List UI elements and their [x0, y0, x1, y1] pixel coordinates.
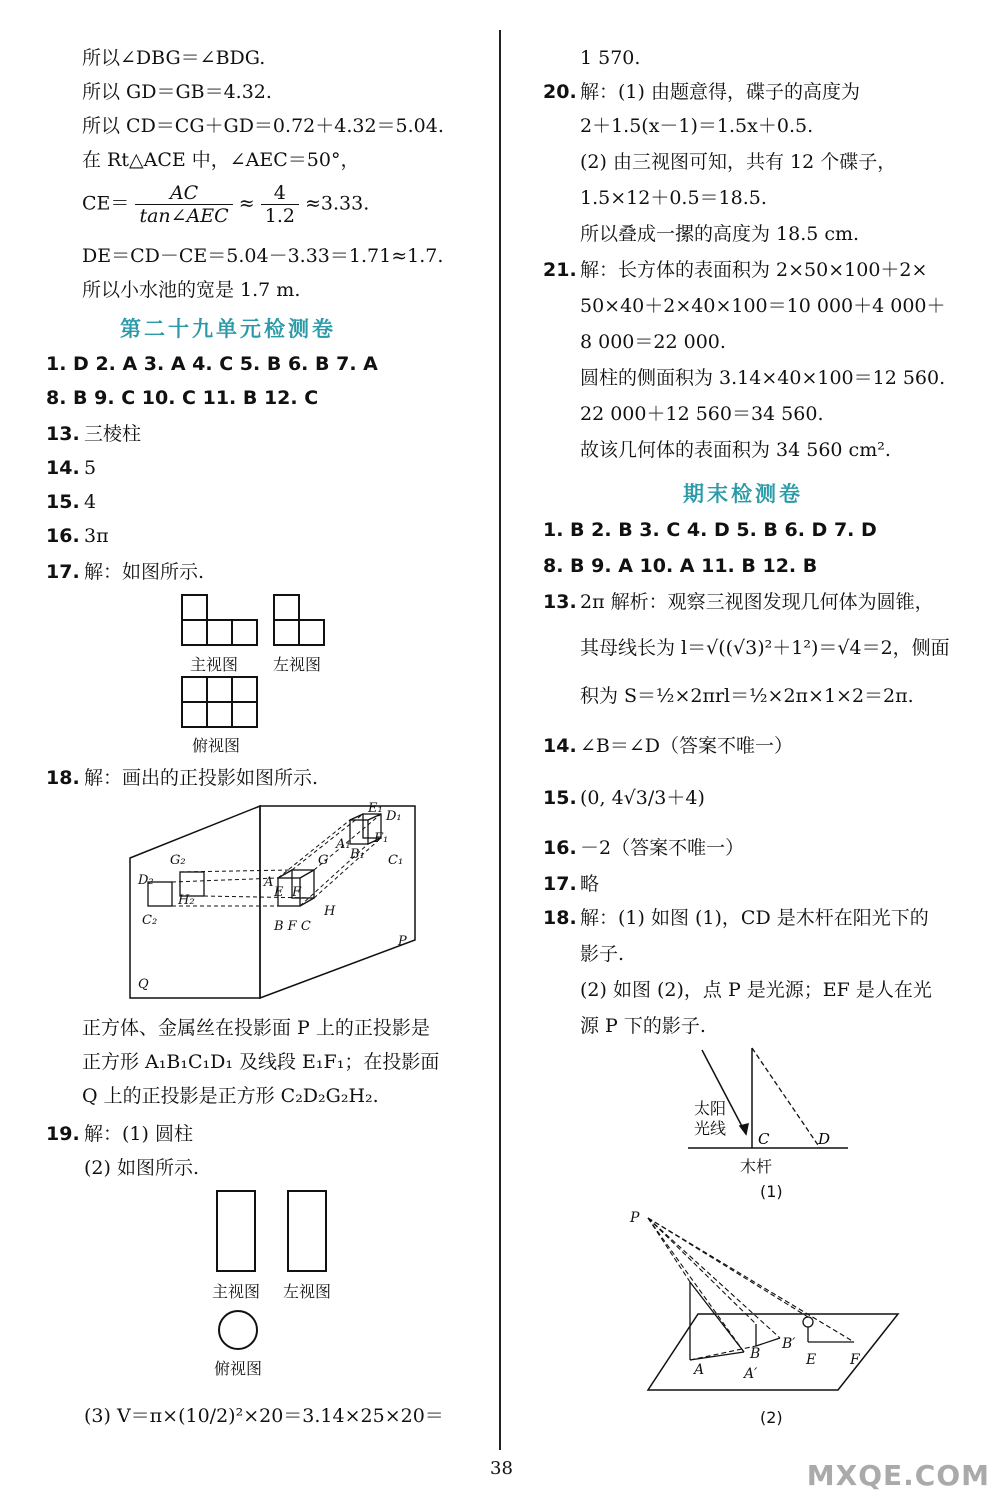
cylinder-left-view	[287, 1190, 327, 1272]
svg-text:D₂: D₂	[138, 873, 154, 888]
answer-text: 解：(1) 由题意得，碟子的高度为	[580, 81, 860, 103]
watermark: MXQE.COM	[806, 1459, 990, 1492]
svg-text:A: A	[694, 1362, 705, 1378]
mc-answers-row: 8. B 9. A 10. A 11. B 12. B	[543, 555, 818, 577]
question-number: 15.	[46, 491, 80, 513]
answer-text: 解：如图所示.	[84, 561, 205, 583]
page-number: 38	[490, 1458, 513, 1479]
answer-text: 积为 S＝½×2πrl＝½×2π×1×2＝2π.	[580, 685, 914, 707]
answer-text: 解：(1) 圆柱	[84, 1123, 193, 1145]
text-line: 在 Rt△ACE 中，∠AEC＝50°，	[82, 149, 360, 171]
mc-answers-row: 1. B 2. B 3. C 4. D 5. B 6. D 7. D	[543, 519, 877, 541]
answer-text: 三棱柱	[84, 423, 142, 445]
section-title: 第二十九单元检测卷	[120, 317, 336, 341]
svg-text:P: P	[398, 934, 407, 949]
text-line: Q 上的正投影是正方形 C₂D₂G₂H₂.	[82, 1085, 379, 1107]
svg-text:B: B	[750, 1346, 761, 1362]
question-number: 15.	[543, 787, 577, 809]
question-number: 18.	[543, 907, 577, 929]
svg-text:G: G	[318, 853, 329, 868]
svg-text:F: F	[850, 1352, 860, 1368]
text-line: 所以∠DBG＝∠BDG.	[82, 47, 266, 69]
question-number: 20.	[543, 81, 577, 103]
answer-text: 所以叠成一摞的高度为 18.5 cm.	[580, 223, 860, 245]
answer-text: 圆柱的侧面积为 3.14×40×100＝12 560.	[580, 367, 946, 389]
text-line: 所以 GD＝GB＝4.32.	[82, 81, 272, 103]
svg-text:E: E	[806, 1352, 817, 1368]
svg-text:A₁: A₁	[336, 837, 351, 852]
answer-text: 解：画出的正投影如图所示.	[84, 767, 319, 789]
svg-text:C₁: C₁	[388, 853, 404, 868]
question-number: 16.	[46, 525, 80, 547]
svg-text:Q: Q	[138, 977, 149, 992]
text-line: 正方形 A₁B₁C₁D₁ 及线段 E₁F₁；在投影面	[82, 1051, 440, 1073]
question-number: 17.	[543, 873, 577, 895]
answer-text: 故该几何体的表面积为 34 560 cm².	[580, 439, 891, 461]
question-number: 16.	[543, 837, 577, 859]
answer-text: (3) V＝π×(10/2)²×20＝3.14×25×20＝	[84, 1405, 444, 1427]
numerator: 4	[261, 182, 299, 205]
answer-text: 4	[84, 491, 97, 513]
svg-text:B F C: B F C	[274, 919, 311, 934]
view-label: 俯视图	[214, 1359, 263, 1378]
answer-text: 1.5×12＋0.5＝18.5.	[580, 187, 767, 209]
question-number: 13.	[46, 423, 80, 445]
text-line: 所以 CD＝CG＋GD＝0.72＋4.32＝5.04.	[82, 115, 444, 137]
svg-text:A: A	[264, 875, 274, 890]
svg-text:D₁: D₁	[386, 809, 402, 824]
answer-text: 2π 解析：观察三视图发现几何体为圆锥，	[580, 591, 934, 613]
section-title: 期末检测卷	[683, 482, 803, 506]
svg-text:H: H	[324, 904, 336, 919]
numerator: AC	[135, 182, 232, 205]
svg-text:E₁: E₁	[368, 801, 383, 816]
svg-text:C₂: C₂	[142, 913, 158, 928]
svg-text:H₂: H₂	[178, 893, 195, 908]
view-label: 俯视图	[192, 736, 241, 755]
answer-text: 其母线长为 l＝√((√3)²＋1²)＝√4＝2，侧面	[580, 637, 950, 659]
svg-text:P: P	[630, 1210, 640, 1226]
figure-caption: (2)	[760, 1408, 783, 1427]
question-number: 14.	[46, 457, 80, 479]
text-line: 正方体、金属丝在投影面 P 上的正投影是	[82, 1017, 430, 1039]
view-label: 左视图	[283, 1282, 332, 1301]
question-number: 21.	[543, 259, 577, 281]
fraction	[261, 182, 299, 227]
answer-text: (0, 4√3/3＋4)	[580, 787, 705, 809]
svg-text:B₁: B₁	[350, 847, 365, 862]
question-number: 13.	[543, 591, 577, 613]
answer-text: ∠B＝∠D（答案不唯一）	[580, 735, 794, 757]
answer-text: －2（答案不唯一）	[580, 837, 745, 859]
svg-text:C: C	[758, 1130, 770, 1148]
question-number: 18.	[46, 767, 80, 789]
mc-answers-row: 8. B 9. C 10. C 11. B 12. C	[46, 387, 319, 409]
text-line: DE＝CD－CE＝5.04－3.33＝1.71≈1.7.	[82, 245, 444, 267]
projection-figure	[128, 800, 418, 1005]
sun-label: 太阳	[694, 1099, 727, 1118]
cylinder-front-view	[216, 1190, 256, 1272]
answer-text: 22 000＋12 560＝34 560.	[580, 403, 824, 425]
svg-text:E: E	[274, 885, 284, 900]
answer-text: 影子.	[580, 943, 625, 965]
approx-sign: ≈	[238, 192, 255, 215]
answer-text: (2) 由三视图可知，共有 12 个碟子，	[580, 151, 897, 173]
svg-text:G₂: G₂	[170, 853, 186, 868]
ray-label: 光线	[694, 1119, 727, 1138]
answer-text: 3π	[84, 525, 109, 547]
svg-text:F₁: F₁	[374, 831, 389, 846]
ce-label: CE＝	[82, 192, 130, 215]
view-label: 主视图	[212, 1282, 261, 1301]
answer-text: 略	[580, 873, 600, 895]
svg-text:A′: A′	[744, 1366, 758, 1382]
answer-text: 解：(1) 如图 (1)，CD 是木杆在阳光下的	[580, 907, 929, 929]
answer-text: (2) 如图 (2)，点 P 是光源；EF 是人在光	[580, 979, 932, 1001]
point-light-figure	[628, 1210, 908, 1400]
text-line: 1 570.	[580, 47, 641, 69]
mc-answers-row: 1. D 2. A 3. A 4. C 5. B 6. B 7. A	[46, 353, 378, 375]
view-label: 主视图	[190, 655, 239, 674]
text-line: 所以小水池的宽是 1.7 m.	[82, 279, 301, 301]
svg-text:B′: B′	[782, 1336, 796, 1352]
denominator: tan∠AEC	[139, 205, 229, 227]
question-number: 19.	[46, 1123, 80, 1145]
answer-text: 5	[84, 457, 97, 479]
answer-text: 2＋1.5(x－1)＝1.5x＋0.5.	[580, 115, 814, 137]
fraction	[135, 182, 232, 227]
answer-text: 解：长方体的表面积为 2×50×100＋2×	[580, 259, 928, 281]
question-number: 14.	[543, 735, 577, 757]
view-label: 左视图	[273, 655, 322, 674]
formula-ce	[82, 182, 369, 227]
svg-text:D: D	[818, 1130, 831, 1148]
answer-text: (2) 如图所示.	[84, 1157, 199, 1179]
question-number: 17.	[46, 561, 80, 583]
denominator: 1.2	[264, 205, 295, 227]
svg-text:F: F	[292, 885, 302, 900]
pole-label: 木杆	[740, 1157, 773, 1176]
answer-text: 源 P 下的影子.	[580, 1015, 706, 1037]
answer-text: 8 000＝22 000.	[580, 331, 726, 353]
answer-text: 50×40＋2×40×100＝10 000＋4 000＋	[580, 295, 946, 317]
result: ≈3.33.	[305, 192, 370, 215]
figure-caption: (1)	[760, 1182, 783, 1201]
column-divider	[499, 30, 501, 1450]
cylinder-top-view	[218, 1310, 258, 1350]
